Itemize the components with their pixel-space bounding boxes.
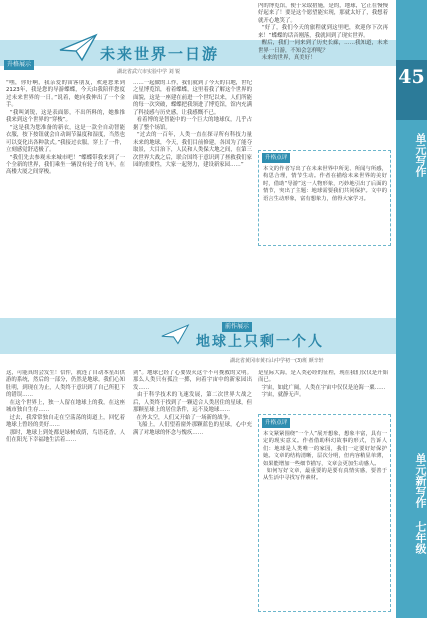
article1-badge: 升格展示 <box>4 60 34 70</box>
article2-byline: 湖北省黄冈市黄石山中学初一(3)班 颜辛轩 <box>230 358 324 364</box>
article1-byline: 湖北省武穴市实验中学 刘 锐 <box>117 69 181 75</box>
paper-plane-icon <box>58 32 98 62</box>
article1-title: 未来世界一日游 <box>100 45 220 63</box>
article1-column-3: 内的博览馆，便于采取措施，是的，地球，它正在慢慢好起来了！要是这个愿望能实现，那就太好了，我想着就开心地笑了。 “好了，我们今天的旅程就到这里吧，欢迎你下次再来！”蝶蝶的话音刚落，我就回到了现实世界。 醒后，我们一同来到了历史长廊，……我知道，未来世界一日游，不知会怎样呢？ 未来的世界，真美好！ <box>258 3 388 62</box>
page-number: 45 <box>398 66 425 88</box>
comment2-label: 升格点评 <box>262 418 290 428</box>
comment2-text: 本文紧紧围绕“一个人”展开想象，想象丰富，具有一定的现实意义。作者借助科幻故事的形式，告诉人们：地球是人类唯一的家园，我们一定要好好保护她。文章的结构清晰，层次分明，但内容稍显单薄，如果能增加一些细节描写，文章会更加生动感人。 如何写好文章，最重要的是要有真情实感，要善于从生活中寻找写作素材。 <box>263 431 387 482</box>
article1-column-1: “嘿，你好啊，我亲爱的宙客朋友，欢迎您来到2123年，我是您的导游蝶蝶，今天由我陪伴您度过未来世界的一日。”说着，她向我伸出了一个金手。 “我叫刘锐，这是表面影，不出所料的，她推推我来到这个世界的“穿梭”。 “这是我为您准备的新衣，这是一款全自动智能衣服，按下按钮就会自动调节温度和湿度，当然也可以变化出各种款式。”我接过衣服，穿上了一件，立刻感觉舒适极了。 “我们先去参观未来城市吧！”蝶蝶带我来到了一个全新的世界，我们乘坐一辆没有轮子的飞车，在高楼大厦之间穿梭。 <box>6 80 125 176</box>
comment1-text: 本文的作者写出了在未来世界中所见、所闻与所感，构思合理，情节生动。作者在描绘未来世界的美好时，借助“导游”这一人物形象，巧妙地引出了后面的情节，突出了主题：地球需要我们共同保护。文中的语言生动形象，富有想象力，值得大家学习。 <box>263 166 387 202</box>
rail-book-label: 单元新写作 七年级 <box>414 452 427 554</box>
article2-badge: 前作展示 <box>222 322 252 332</box>
rail-section-label: 单元写作 <box>414 133 427 177</box>
article2-column-2: 剑”。地球已经了心要毁灭这个不可挽救的文明。那么人类只有孤注一掷，向着宇宙中的新家园出发…… 由于科学技术的飞速发展，第二次世界大战之后，人类终于找到了一颗适合人类居住的星球，但那颗星球上的居住条件，远不及地球…… 在外太空，人们又开始了一场新的战争。 飞船上，人们望着窗外那颗蓝色的星球，心中充满了对地球的怀念与愧疚…… <box>133 370 252 436</box>
article2-column-1: 这，可能真的会发生！信件，就连了自动本星出供游的系统，然后的一部分，仍然是地球。我们心知肚明，到现在为止，人类终于意识到了自己所犯下的错误…… 在这个世界上，独一人留在地球上的我，在这座城市独自生存…… 过去，我常常独自走在空荡荡的街道上，回忆着地球上曾经的美好…… 那时，地球上到处都是绿树成荫，鸟语花香，人们在阳光下幸福地生活着…… <box>6 370 125 444</box>
article1-column-2: ……一起做的工作，我们就到了今天的目地，世纪之星博览馆，看着蝶蝶，这里着我了解这个世界的面貌，这是一座建在前进一个世纪以来，人们所能的每一次突破，蝶蝶把我领进了博览馆，馆内充满了科技感与历史感，让我感慨不已。 看着博的是智能中的一个巨大的地球仪，几乎占据了整个场馆。 “过去的一百年，人类一直在探寻所有科技力量未来的地球，今天，我们目前修建，各国为了能夺取景，大目治下，人民和人类保大地之间，在第三次世界大战之后，联合国终于意识到了拯救我们家园的重要性，大家一起努力，建设新家园……” <box>133 80 252 168</box>
article2-title: 地球上只剩一个人 <box>196 334 324 350</box>
paper-plane-icon-2 <box>160 323 190 345</box>
comment1-label: 升格点评 <box>262 153 290 163</box>
article2-column-3: 是星际大海，是人类必经的征程，现在我们仅仅是开始而已。 宇宙，如此广阔，人类在宇宙中仅仅是沧海一粟…… 宇宙，就静无声。 <box>258 370 388 399</box>
